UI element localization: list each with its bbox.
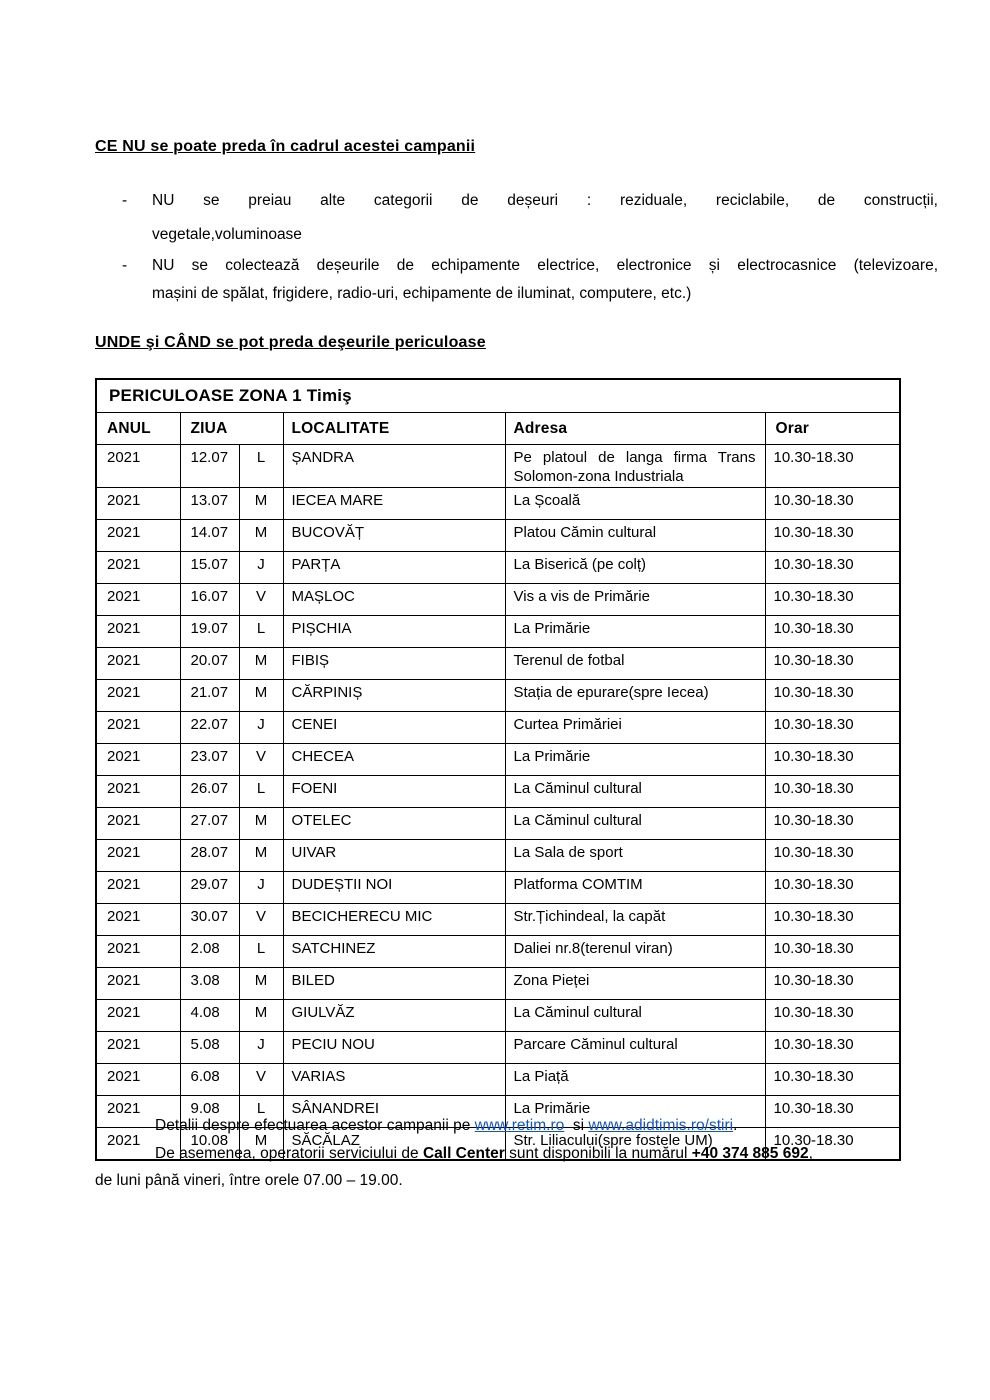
bullet-line: vegetale,voluminoase xyxy=(152,226,302,243)
cell-year: 2021 xyxy=(96,488,180,520)
cell-locality: IECEA MARE xyxy=(283,488,505,520)
cell-day-letter: J xyxy=(239,712,283,744)
cell-year: 2021 xyxy=(96,968,180,1000)
bullet-item-waste-categories xyxy=(95,184,938,252)
cell-hours: 10.30-18.30 xyxy=(765,616,900,648)
cell-day-letter: L xyxy=(239,445,283,488)
cell-locality: SATCHINEZ xyxy=(283,936,505,968)
cell-locality: PARȚA xyxy=(283,552,505,584)
cell-locality: SĂCĂLAZ xyxy=(283,1128,505,1161)
schedule-table xyxy=(95,378,901,1161)
cell-year: 2021 xyxy=(96,520,180,552)
cell-year: 2021 xyxy=(96,445,180,488)
cell-address: Platou Cămin cultural xyxy=(505,520,765,552)
table-row xyxy=(96,552,900,584)
table-row xyxy=(96,776,900,808)
cell-date: 12.07 xyxy=(180,445,239,488)
table-row xyxy=(96,1064,900,1096)
bullet-line: NU se preiau alte categorii de deșeuri : reziduale, reciclabile, de construcții, xyxy=(152,192,938,209)
table-row xyxy=(96,680,900,712)
cell-hours: 10.30-18.30 xyxy=(765,808,900,840)
cell-hours: 10.30-18.30 xyxy=(765,904,900,936)
footer-text: Detalii despre efectuarea acestor campanii pe xyxy=(155,1117,475,1134)
cell-address: Daliei nr.8(terenul viran) xyxy=(505,936,765,968)
cell-date: 23.07 xyxy=(180,744,239,776)
cell-day-letter: M xyxy=(239,488,283,520)
cell-hours: 10.30-18.30 xyxy=(765,552,900,584)
footer-text: De asemenea, operatorii serviciului de xyxy=(155,1144,423,1162)
cell-locality: FIBIȘ xyxy=(283,648,505,680)
cell-date: 3.08 xyxy=(180,968,239,1000)
cell-year: 2021 xyxy=(96,936,180,968)
cell-day-letter: L xyxy=(239,936,283,968)
cell-year: 2021 xyxy=(96,1128,180,1161)
cell-year: 2021 xyxy=(96,840,180,872)
cell-address: La Căminul cultural xyxy=(505,776,765,808)
cell-day-letter: V xyxy=(239,904,283,936)
cell-locality: PECIU NOU xyxy=(283,1032,505,1064)
cell-hours: 10.30-18.30 xyxy=(765,488,900,520)
cell-locality: FOENI xyxy=(283,776,505,808)
table-title-row xyxy=(96,379,900,413)
heading-where-when: UNDE şi CÂND se pot preda deşeurile periculoase xyxy=(95,334,486,351)
column-header-hours: Orar xyxy=(765,413,900,445)
cell-date: 15.07 xyxy=(180,552,239,584)
table-row xyxy=(96,808,900,840)
cell-hours: 10.30-18.30 xyxy=(765,1128,900,1161)
column-header-address: Adresa xyxy=(505,413,765,445)
cell-year: 2021 xyxy=(96,1000,180,1032)
column-header-place: LOCALITATE xyxy=(283,413,505,445)
cell-year: 2021 xyxy=(96,552,180,584)
cell-year: 2021 xyxy=(96,712,180,744)
cell-address: La Căminul cultural xyxy=(505,808,765,840)
cell-hours: 10.30-18.30 xyxy=(765,1032,900,1064)
cell-address: La Primărie xyxy=(505,744,765,776)
cell-date: 30.07 xyxy=(180,904,239,936)
table-row xyxy=(96,712,900,744)
cell-hours: 10.30-18.30 xyxy=(765,744,900,776)
cell-day-letter: M xyxy=(239,808,283,840)
cell-date: 16.07 xyxy=(180,584,239,616)
schedule-table-wrapper xyxy=(95,378,901,1161)
cell-year: 2021 xyxy=(96,744,180,776)
cell-day-letter: L xyxy=(239,616,283,648)
cell-locality: OTELEC xyxy=(283,808,505,840)
cell-date: 21.07 xyxy=(180,680,239,712)
cell-day-letter: V xyxy=(239,744,283,776)
table-row xyxy=(96,445,900,488)
cell-date: 22.07 xyxy=(180,712,239,744)
cell-locality: UIVAR xyxy=(283,840,505,872)
cell-date: 13.07 xyxy=(180,488,239,520)
cell-day-letter: L xyxy=(239,1096,283,1128)
cell-address: La Sala de sport xyxy=(505,840,765,872)
table-row xyxy=(96,904,900,936)
cell-date: 29.07 xyxy=(180,872,239,904)
cell-address: La Primărie xyxy=(505,1096,765,1128)
cell-address: Str. Liliacului(spre fostele UM) xyxy=(505,1128,765,1161)
table-row xyxy=(96,744,900,776)
cell-year: 2021 xyxy=(96,776,180,808)
cell-locality: CENEI xyxy=(283,712,505,744)
cell-hours: 10.30-18.30 xyxy=(765,520,900,552)
table-row xyxy=(96,840,900,872)
cell-year: 2021 xyxy=(96,872,180,904)
footer-text: , xyxy=(808,1144,813,1162)
cell-address: La Piață xyxy=(505,1064,765,1096)
adidtimis-link[interactable]: www.adidtimis.ro/stiri xyxy=(588,1117,734,1134)
cell-day-letter: J xyxy=(239,872,283,904)
cell-day-letter: M xyxy=(239,1000,283,1032)
cell-address: Zona Pieței xyxy=(505,968,765,1000)
cell-locality: PIȘCHIA xyxy=(283,616,505,648)
cell-day-letter: M xyxy=(239,840,283,872)
cell-day-letter: M xyxy=(239,520,283,552)
cell-address: La Căminul cultural xyxy=(505,1000,765,1032)
cell-hours: 10.30-18.30 xyxy=(765,968,900,1000)
cell-date: 5.08 xyxy=(180,1032,239,1064)
cell-hours: 10.30-18.30 xyxy=(765,936,900,968)
cell-date: 20.07 xyxy=(180,648,239,680)
footer-text: si xyxy=(564,1117,589,1134)
cell-day-letter: M xyxy=(239,648,283,680)
cell-date: 9.08 xyxy=(180,1096,239,1128)
cell-day-letter: M xyxy=(239,968,283,1000)
cell-locality: CHECEA xyxy=(283,744,505,776)
cell-date: 19.07 xyxy=(180,616,239,648)
cell-day-letter: L xyxy=(239,776,283,808)
column-header-year: ANUL xyxy=(96,413,180,445)
cell-hours: 10.30-18.30 xyxy=(765,872,900,904)
cell-hours: 10.30-18.30 xyxy=(765,584,900,616)
cell-locality: VARIAS xyxy=(283,1064,505,1096)
cell-address: Stația de epurare(spre Iecea) xyxy=(505,680,765,712)
cell-hours: 10.30-18.30 xyxy=(765,840,900,872)
cell-address: La Primărie xyxy=(505,616,765,648)
cell-hours: 10.30-18.30 xyxy=(765,776,900,808)
cell-locality: BUCOVĂȚ xyxy=(283,520,505,552)
cell-hours: 10.30-18.30 xyxy=(765,1096,900,1128)
cell-year: 2021 xyxy=(96,1096,180,1128)
footer-line-callcenter xyxy=(95,1140,945,1168)
cell-year: 2021 xyxy=(96,808,180,840)
bullet-dash: - xyxy=(122,192,128,209)
footer-note xyxy=(95,1112,945,1195)
table-header-row xyxy=(96,413,900,445)
cell-year: 2021 xyxy=(96,1032,180,1064)
cell-hours: 10.30-18.30 xyxy=(765,1000,900,1032)
call-center-label: Call Center xyxy=(422,1144,505,1162)
table-row xyxy=(96,648,900,680)
cell-day-letter: J xyxy=(239,552,283,584)
footer-text: . xyxy=(733,1117,738,1134)
cell-address: Str.Țichindeal, la capăt xyxy=(505,904,765,936)
footer-line-details xyxy=(95,1112,945,1140)
table-row xyxy=(96,968,900,1000)
cell-locality: ȘANDRA xyxy=(283,445,505,488)
bullet-line: NU se colectează deșeurile de echipamente electrice, electronice și electrocasnice (televizoare, xyxy=(152,257,938,274)
cell-hours: 10.30-18.30 xyxy=(765,1064,900,1096)
cell-locality: BILED xyxy=(283,968,505,1000)
cell-day-letter: M xyxy=(239,1128,283,1161)
column-header-date: ZIUA xyxy=(180,413,283,445)
cell-date: 10.08 xyxy=(180,1128,239,1161)
table-row xyxy=(96,584,900,616)
cell-hours: 10.30-18.30 xyxy=(765,712,900,744)
cell-hours: 10.30-18.30 xyxy=(765,445,900,488)
cell-locality: GIULVĂZ xyxy=(283,1000,505,1032)
footer-text: sunt disponibili la numărul xyxy=(504,1144,692,1162)
cell-day-letter: V xyxy=(239,584,283,616)
cell-date: 2.08 xyxy=(180,936,239,968)
cell-hours: 10.30-18.30 xyxy=(765,648,900,680)
cell-date: 26.07 xyxy=(180,776,239,808)
heading-what-cannot-be-handed: CE NU se poate preda în cadrul acestei campanii xyxy=(95,138,476,155)
table-row xyxy=(96,936,900,968)
cell-date: 6.08 xyxy=(180,1064,239,1096)
bullet-item-electrical-equipment xyxy=(95,252,938,308)
cell-address: Parcare Căminul cultural xyxy=(505,1032,765,1064)
cell-locality: CĂRPINIȘ xyxy=(283,680,505,712)
cell-address: Pe platoul de langa firma Trans Solomon-zona Industriala xyxy=(505,445,765,488)
table-row xyxy=(96,488,900,520)
cell-address: Platforma COMTIM xyxy=(505,872,765,904)
cell-date: 4.08 xyxy=(180,1000,239,1032)
table-row xyxy=(96,520,900,552)
table-row xyxy=(96,1032,900,1064)
cell-address: La Biserică (pe colț) xyxy=(505,552,765,584)
cell-year: 2021 xyxy=(96,584,180,616)
cell-day-letter: M xyxy=(239,680,283,712)
cell-day-letter: J xyxy=(239,1032,283,1064)
cell-address: La Școală xyxy=(505,488,765,520)
table-row xyxy=(96,616,900,648)
cell-year: 2021 xyxy=(96,616,180,648)
retim-link[interactable]: www.retim.ro xyxy=(474,1117,565,1134)
cell-year: 2021 xyxy=(96,680,180,712)
cell-year: 2021 xyxy=(96,904,180,936)
cell-locality: BECICHERECU MIC xyxy=(283,904,505,936)
cell-day-letter: V xyxy=(239,1064,283,1096)
cell-date: 28.07 xyxy=(180,840,239,872)
bullet-line: mașini de spălat, frigidere, radio-uri, echipamente de iluminat, computere, etc.) xyxy=(152,285,692,302)
footer-line-schedule: de luni până vineri, între orele 07.00 – 19.00. xyxy=(95,1172,403,1189)
cell-date: 27.07 xyxy=(180,808,239,840)
table-title: PERICULOASE ZONA 1 Timiş xyxy=(96,379,900,413)
cell-locality: DUDEȘTII NOI xyxy=(283,872,505,904)
table-row xyxy=(96,872,900,904)
cell-year: 2021 xyxy=(96,648,180,680)
bullet-dash: - xyxy=(122,257,128,274)
phone-number: +40 374 885 692 xyxy=(691,1144,809,1162)
cell-address: Terenul de fotbal xyxy=(505,648,765,680)
cell-locality: MAȘLOC xyxy=(283,584,505,616)
cell-address: Curtea Primăriei xyxy=(505,712,765,744)
cell-hours: 10.30-18.30 xyxy=(765,680,900,712)
table-row xyxy=(96,1000,900,1032)
bullet-list xyxy=(95,184,938,308)
cell-year: 2021 xyxy=(96,1064,180,1096)
cell-address: Vis a vis de Primărie xyxy=(505,584,765,616)
cell-locality: SÂNANDREI xyxy=(283,1096,505,1128)
cell-date: 14.07 xyxy=(180,520,239,552)
